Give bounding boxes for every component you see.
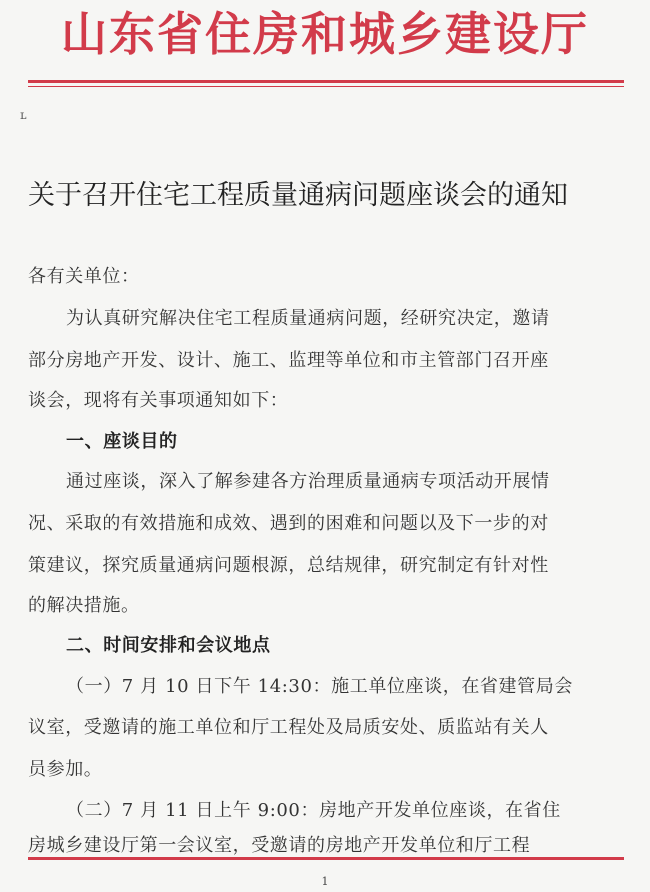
paragraph-line: 为认真研究解决住宅工程质量通病问题，经研究决定，邀请	[66, 308, 550, 329]
letterhead-rule-thin	[28, 86, 624, 87]
section-heading: 一、座谈目的	[66, 431, 178, 452]
footer-rule	[28, 857, 624, 860]
page-number: 1	[321, 875, 329, 888]
paragraph-line: （一）7 月 10 日下午 14:30：施工单位座谈，在省建管局会	[66, 676, 573, 697]
agency-letterhead: 山东省住房和城乡建设厅	[61, 7, 589, 61]
paragraph-line: 通过座谈，深入了解参建各方治理质量通病专项活动开展情	[66, 471, 550, 492]
salutation: 各有关单位：	[28, 266, 140, 287]
document-title: 关于召开住宅工程质量通病问题座谈会的通知	[28, 180, 568, 211]
paragraph-line: 况、采取的有效措施和成效、遇到的困难和问题以及下一步的对	[28, 513, 549, 534]
paragraph-line: （二）7 月 11 日上午 9:00：房地产开发单位座谈，在省住	[66, 800, 561, 821]
paragraph-line: 的解决措施。	[28, 595, 140, 616]
paragraph-line: 房城乡建设厅第一会议室，受邀请的房地产开发单位和厅工程	[28, 835, 531, 856]
paragraph-line: 策建议，探究质量通病问题根源，总结规律，研究制定有针对性	[28, 555, 549, 576]
section-heading: 二、时间安排和会议地点	[66, 635, 271, 656]
paragraph-line: 议室，受邀请的施工单位和厅工程处及局质安处、质监站有关人	[28, 717, 549, 738]
paragraph-line: 部分房地产开发、设计、施工、监理等单位和市主管部门召开座	[28, 350, 549, 371]
paragraph-line: 员参加。	[28, 759, 103, 780]
letterhead-rule	[28, 80, 624, 83]
paragraph-line: 谈会，现将有关事项通知如下：	[28, 390, 289, 411]
scan-mark: ʟ	[20, 108, 27, 122]
